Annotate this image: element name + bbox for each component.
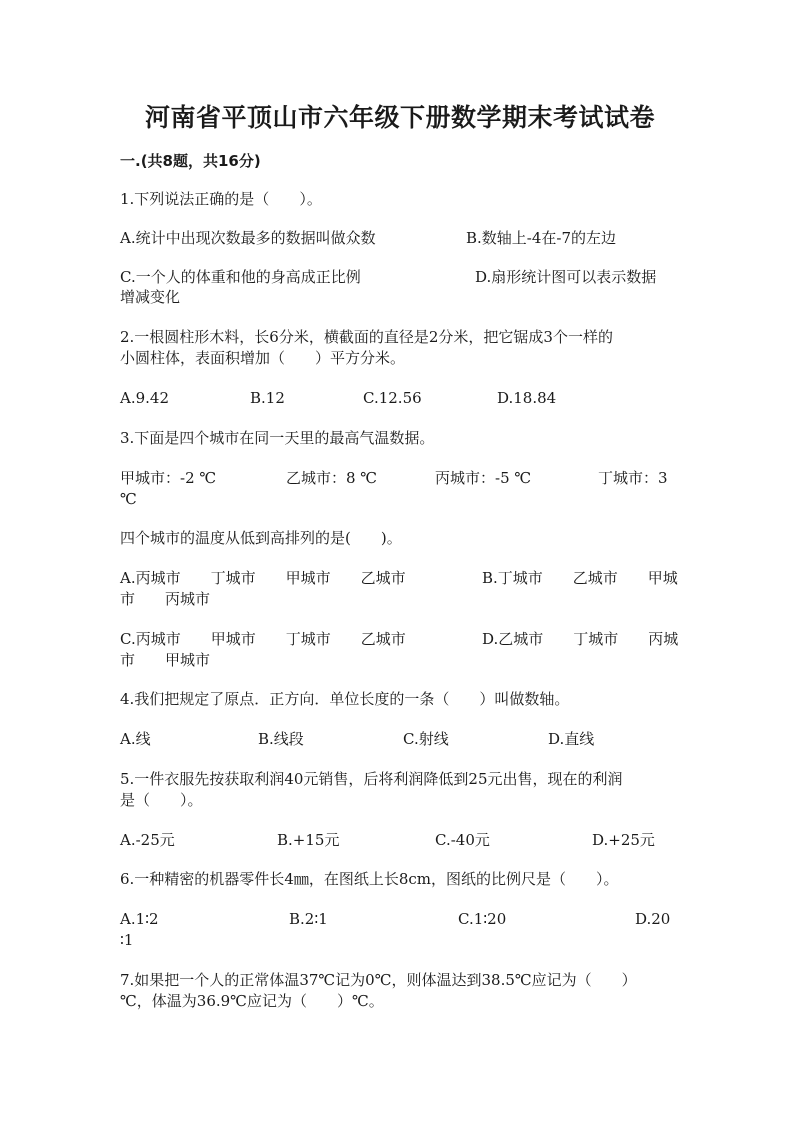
question-5-option-c: C.-40元	[435, 831, 490, 849]
question-1-option-d: D.扇形统计图可以表示数据	[475, 268, 657, 286]
question-3-city-c: 丙城市：-5 ℃	[435, 469, 532, 487]
question-5-stem-line-2: 是（ ）。	[120, 791, 203, 809]
question-4-option-a: A.线	[120, 730, 151, 748]
question-2-stem-line-2: 小圆柱体，表面积增加（ ）平方分米。	[120, 349, 406, 367]
question-5-option-b: B.+15元	[277, 831, 340, 849]
page-title: 河南省平顶山市六年级下册数学期末考试试卷	[144, 103, 655, 132]
question-3-city-b: 乙城市：8 ℃	[286, 469, 378, 487]
question-3-city-d: 丁城市：3	[598, 469, 668, 487]
question-3-stem: 3.下面是四个城市在同一天里的最高气温数据。	[120, 429, 435, 447]
question-2-stem-line-1: 2.一根圆柱形木料，长6分米，横截面的直径是2分米，把它锯成3个一样的	[120, 328, 613, 346]
question-2-option-b: B.12	[250, 389, 285, 407]
question-1-option-c: C.一个人的体重和他的身高成正比例	[120, 268, 361, 286]
question-6-option-b: B.2∶1	[289, 910, 328, 928]
question-3-option-c: C.丙城市 甲城市 丁城市 乙城市	[120, 630, 406, 648]
question-5-stem-line-1: 5.一件衣服先按获取利润40元销售，后将利润降低到25元出售，现在的利润	[120, 770, 623, 788]
question-6-option-d-continued: ∶1	[120, 931, 134, 949]
question-4-option-d: D.直线	[548, 730, 595, 748]
question-4-option-b: B.线段	[258, 730, 304, 748]
question-2-option-c: C.12.56	[363, 389, 422, 407]
question-1-stem: 1.下列说法正确的是（ ）。	[120, 190, 322, 208]
question-3-option-d: D.乙城市 丁城市 丙城	[482, 630, 679, 648]
question-3-city-a: 甲城市：-2 ℃	[120, 469, 217, 487]
question-6-option-d: D.20	[635, 910, 671, 928]
question-2-option-a: A.9.42	[120, 389, 169, 407]
question-1-option-d-continued: 增减变化	[120, 288, 181, 306]
question-1-option-a: A.统计中出现次数最多的数据叫做众数	[120, 229, 376, 247]
question-7-stem-line-1: 7.如果把一个人的正常体温37℃记为0℃，则体温达到38.5℃应记为（ ）	[120, 971, 637, 989]
question-6-option-c: C.1∶20	[458, 910, 507, 928]
question-1-option-b: B.数轴上-4在-7的左边	[466, 229, 617, 247]
question-5-option-d: D.+25元	[592, 831, 655, 849]
question-2-option-d: D.18.84	[497, 389, 557, 407]
question-4-option-c: C.射线	[403, 730, 449, 748]
question-6-option-a: A.1∶2	[120, 910, 159, 928]
question-3-option-b-continued: 市 丙城市	[120, 590, 211, 608]
question-4-stem: 4.我们把规定了原点．正方向．单位长度的一条（ ）叫做数轴。	[120, 690, 570, 708]
question-3-question: 四个城市的温度从低到高排列的是( )。	[120, 529, 402, 547]
question-3-city-d-unit: ℃	[120, 490, 137, 508]
question-7-stem-line-2: ℃，体温为36.9℃应记为（ ）℃。	[120, 992, 384, 1010]
section-heading: 一.(共8题，共16分)	[120, 152, 261, 170]
question-3-option-a: A.丙城市 丁城市 甲城市 乙城市	[120, 569, 406, 587]
question-3-option-d-continued: 市 甲城市	[120, 651, 211, 669]
question-6-stem: 6.一种精密的机器零件长4㎜，在图纸上长8cm，图纸的比例尺是（ ）。	[120, 870, 619, 888]
question-5-option-a: A.-25元	[120, 831, 175, 849]
question-3-option-b: B.丁城市 乙城市 甲城	[482, 569, 678, 587]
